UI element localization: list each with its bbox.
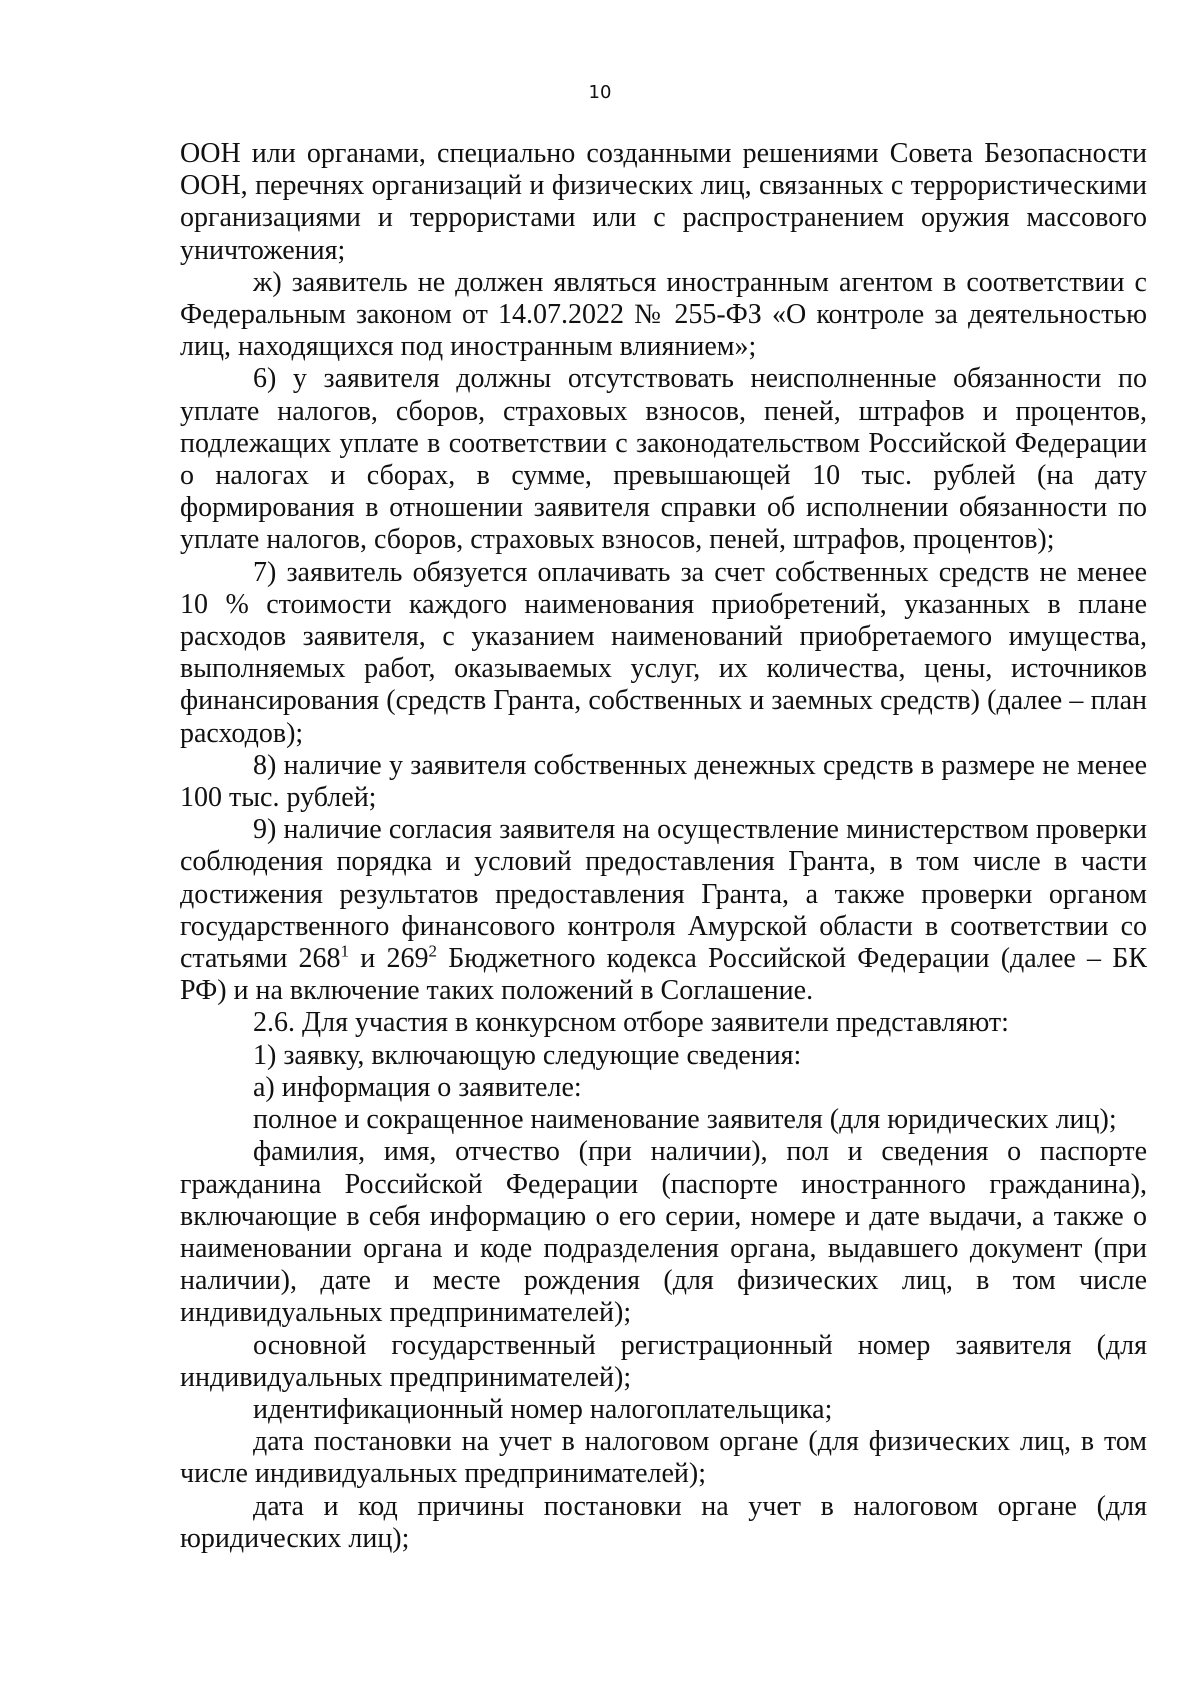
paragraph-ogrn: основной государственный регистрационный номер заявителя (для индивидуальных предпринимателей); bbox=[180, 1329, 1147, 1393]
document-body bbox=[180, 138, 1147, 1555]
paragraph-inn: идентификационный номер налогоплательщика; bbox=[253, 1393, 833, 1425]
paragraph-own-funds-10-percent: 7) заявитель обязуется оплачивать за счет собственных средств не менее 10 % стоимости каждого наименования приобретений, указанных в плане расходов заявителя, с указанием наименований приобретаемого имущества, выполняемых работ, оказываемых услуг, их количества, цены, источников финансирования (средств Гранта, собственных и заемных средств) (далее – план расходов); bbox=[180, 556, 1147, 749]
paragraph-passport-details: фамилия, имя, отчество (при наличии), пол и сведения о паспорте гражданина Российской Федерации (паспорте иностранного гражданина), включающие в себя информацию о его серии, номере и дате выдачи, а также о наименовании органа и коде подразделения органа, выдавшего документ (при наличии), дате и месте рождения (для физических лиц, в том числе индивидуальных предпринимателей); bbox=[180, 1136, 1147, 1329]
paragraph-section-2-6: 2.6. Для участия в конкурсном отборе заявители представляют: bbox=[253, 1007, 1009, 1039]
paragraph-applicant-info: а) информация о заявителе: bbox=[253, 1071, 582, 1103]
paragraph-tax-registration-date: дата постановки на учет в налоговом органе (для физических лиц, в том числе индивидуальных предпринимателей); bbox=[180, 1426, 1147, 1490]
paragraph-tax-obligations: 6) у заявителя должны отсутствовать неисполненные обязанности по уплате налогов, сборов, страховых взносов, пеней, штрафов и процентов, подлежащих уплате в соответствии с законодательством Российской Федерации о налогах и сборах, в сумме, превышающей 10 тыс. рублей (на дату формирования в отношении заявителя справки об исполнении обязанности по уплате налогов, сборов, страховых взносов, пеней, штрафов, процентов); bbox=[180, 363, 1147, 556]
article-superscript-2: 2 bbox=[428, 941, 437, 961]
article-superscript-1: 1 bbox=[340, 941, 350, 961]
paragraph-full-name-legal: полное и сокращенное наименование заявителя (для юридических лиц); bbox=[253, 1104, 1117, 1136]
paragraph-kpp: дата и код причины постановки на учет в налоговом органе (для юридических лиц); bbox=[180, 1490, 1147, 1554]
paragraph-foreign-agent: ж) заявитель не должен являться иностранным агентом в соответствии с Федеральным законом от 14.07.2022 № 255-ФЗ «О контроле за деятельностью лиц, находящихся под иностранным влиянием»; bbox=[180, 266, 1147, 363]
paragraph-un-lists: ООН или органами, специально созданными решениями Совета Безопасности ООН, перечнях организаций и физических лиц, связанных с террористическими организациями и террористами или с распространением оружия массового уничтожения; bbox=[180, 138, 1147, 266]
consent-text-part-c: Бюджетного кодекса Российской Федерации (далее – БК РФ) и на включение таких положений в Соглашение. bbox=[180, 943, 1148, 1007]
paragraph-application-list: 1) заявку, включающую следующие сведения: bbox=[253, 1039, 802, 1071]
page-number: 10 bbox=[588, 82, 612, 103]
paragraph-own-money-100k: 8) наличие у заявителя собственных денежных средств в размере не менее 100 тыс. рублей; bbox=[180, 749, 1147, 814]
consent-text-part-b: и 269 bbox=[349, 943, 429, 975]
paragraph-consent-to-audit bbox=[180, 814, 1147, 1007]
consent-text-part-a: 9) наличие согласия заявителя на осуществление министерством проверки соблюдения порядка и условий предоставления Гранта, в том числе в части достижения результатов предоставления Гранта, а также проверки органом государственного финансового контроля Амурской области в соответствии со статьями 268 bbox=[180, 814, 1147, 975]
